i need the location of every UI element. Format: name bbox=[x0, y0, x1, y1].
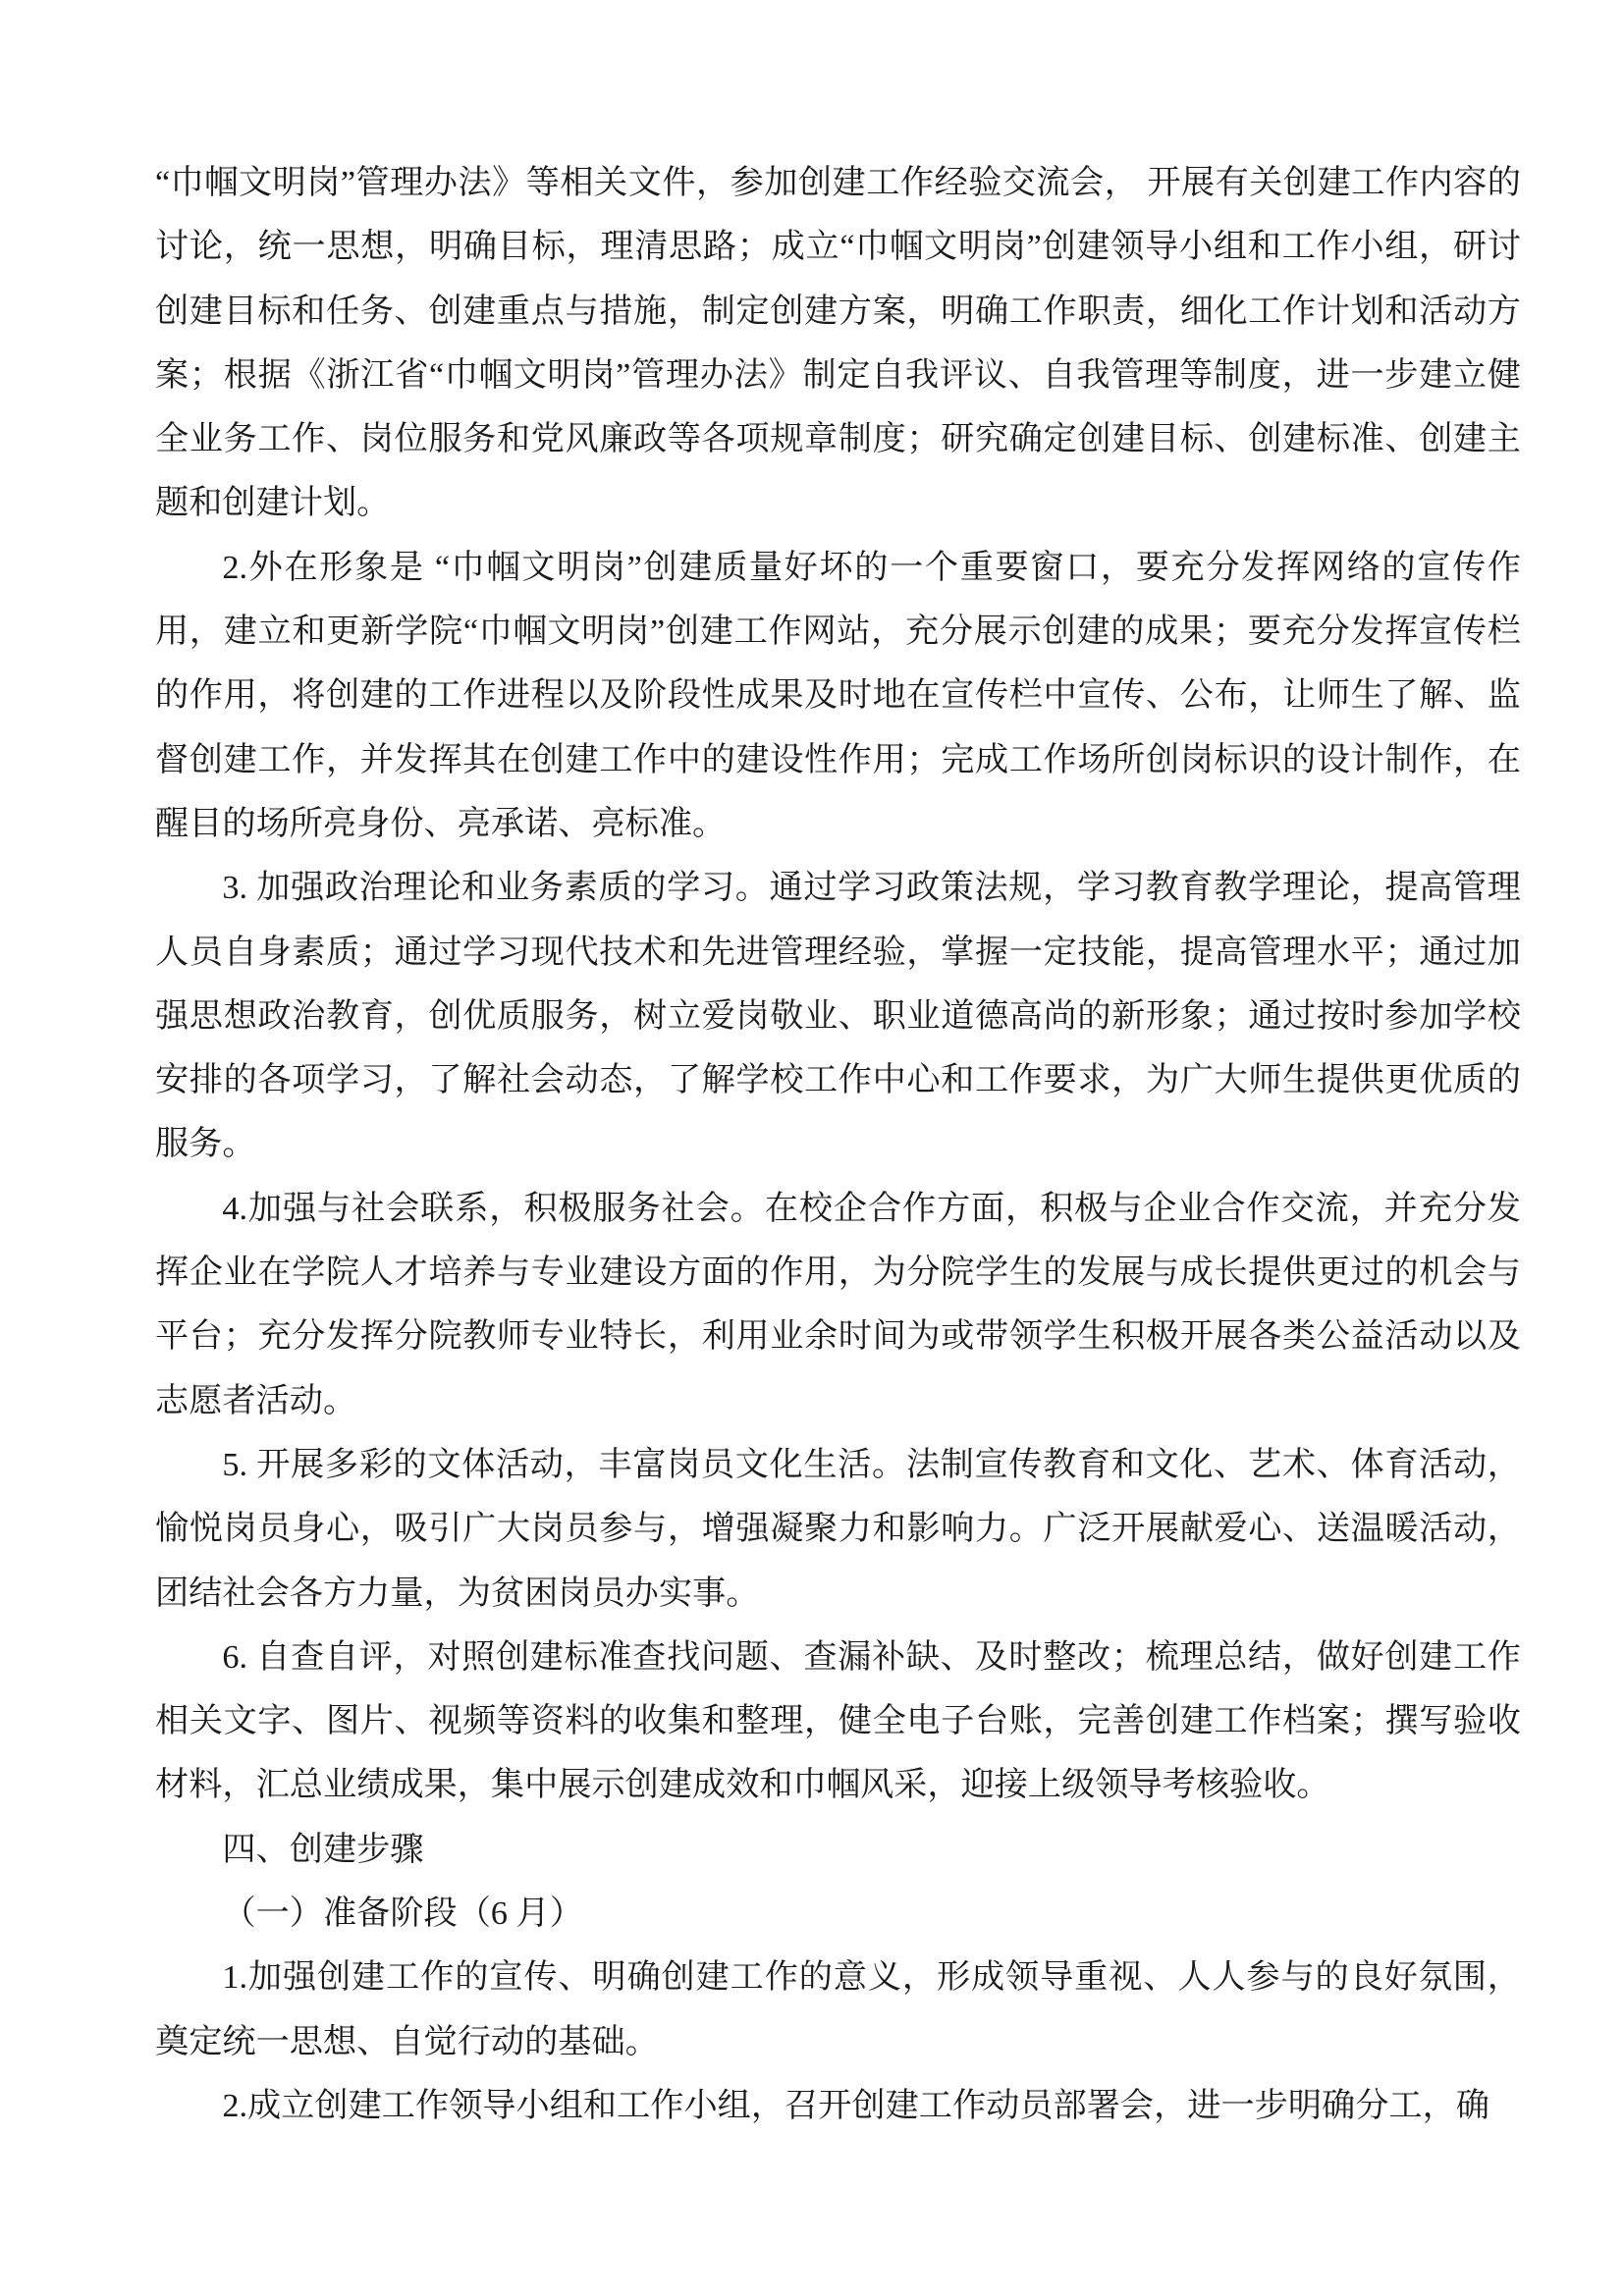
document-body bbox=[155, 151, 1521, 2138]
paragraph: 4.加强与社会联系，积极服务社会。在校企合作方面，积极与企业合作交流，并充分发挥企业在学院人才培养与专业建设方面的作用，为分院学生的发展与成长提供更过的机会与平台；充分发挥分院教师专业特长，利用业余时间为或带领学生积极开展各类公益活动以及志愿者活动。 bbox=[155, 1190, 1521, 1419]
paragraph: （一）准备阶段（6 月） bbox=[222, 1896, 583, 1933]
paragraph: 2.外在形象是 “巾帼文明岗”创建质量好坏的一个重要窗口，要充分发挥网络的宣传作用，建立和更新学院“巾帼文明岗”创建工作网站，充分展示创建的成果；要充分发挥宣传栏的作用，将创建的工作进程以及阶段性成果及时地在宣传栏中宣传、公布，让师生了解、监督创建工作，并发挥其在创建工作中的建设性作用；完成工作场所创岗标识的设计制作，在醒目的场所亮身份、亮承诺、亮标准。 bbox=[155, 549, 1521, 842]
paragraph: “巾帼文明岗”管理办法》等相关文件，参加创建工作经验交流会， 开展有关创建工作内容的讨论，统一思想，明确目标，理清思路；成立“巾帼文明岗”创建领导小组和工作小组，研讨创建目标和任务、创建重点与措施，制定创建方案，明确工作职责，细化工作计划和活动方案；根据《浙江省“巾帼文明岗”管理办法》制定自我评议、自我管理等制度，进一步建立健全业务工作、岗位服务和党风廉政等各项规章制度；研究确定创建目标、创建标准、创建主题和创建计划。 bbox=[155, 165, 1521, 522]
paragraph: 1.加强创建工作的宣传、明确创建工作的意义，形成领导重视、人人参与的良好氛围，奠定统一思想、自觉行动的基础。 bbox=[155, 1959, 1521, 2060]
paragraph: 5. 开展多彩的文体活动，丰富岗员文化生活。法制宣传教育和文化、艺术、体育活动，愉悦岗员身心，吸引广大岗员参与，增强凝聚力和影响力。广泛开展献爱心、送温暖活动，团结社会各方力量，为贫困岗员办实事。 bbox=[155, 1446, 1521, 1612]
paragraph: 3. 加强政治理论和业务素质的学习。通过学习政策法规，学习教育教学理论，提高管理人员自身素质；通过学习现代技术和先进管理经验，掌握一定技能，提高管理水平；通过加强思想政治教育，创优质服务，树立爱岗敬业、职业道德高尚的新形象；通过按时参加学校安排的各项学习，了解社会动态，了解学校工作中心和工作要求，为广大师生提供更优质的服务。 bbox=[155, 870, 1521, 1163]
paragraph: 四、创建步骤 bbox=[222, 1831, 424, 1868]
paragraph: 6. 自查自评，对照创建标准查找问题、查漏补缺、及时整改；梳理总结，做好创建工作相关文字、图片、视频等资料的收集和整理，健全电子台账，完善创建工作档案；撰写验收材料，汇总业绩成果，集中展示创建成效和巾帼风采，迎接上级领导考核验收。 bbox=[155, 1638, 1521, 1804]
paragraph: 2.成立创建工作领导小组和工作小组，召开创建工作动员部署会，进一步明确分工，确 bbox=[222, 2087, 1489, 2124]
